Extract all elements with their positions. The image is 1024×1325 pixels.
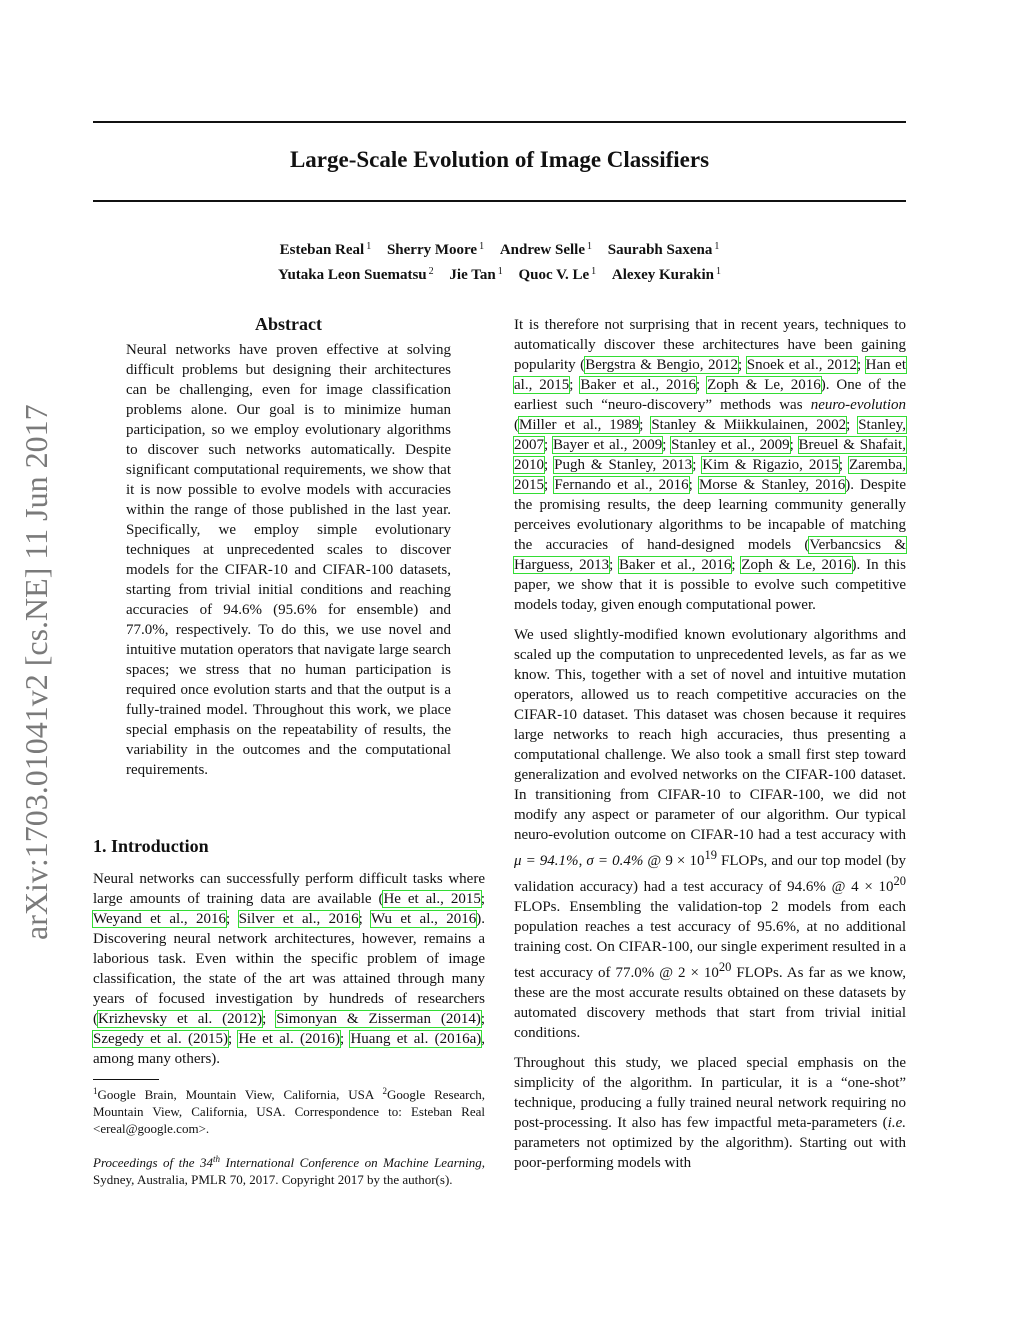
author-list (93, 236, 906, 286)
intro-paragraph: Neural networks can successfully perform difficult tasks where large amounts of training data are available (He et al., 2015; Weyand et al., 2016; Silver et al., 2016; Wu et al., 2016). Discovering neural network architectures, however, remains a laborious task. Even within the specific problem of image classification, the state of the art was attained through many years of focused investigation by hundreds of researchers (Krizhevsky et al. (2012); Simonyan & Zisserman (2014); Szegedy et al. (2015); He et al. (2016); Huang et al. (2016a), among many others). (93, 871, 486, 1067)
citation-link[interactable]: Huang et al. (2016a) (350, 1031, 482, 1047)
citation-link[interactable]: Stanley, 2007 (514, 417, 906, 453)
citation-link[interactable]: Stanley et al., 2009 (671, 437, 790, 453)
title-top-rule (93, 121, 906, 123)
citation-link[interactable]: Bayer et al., 2009 (552, 437, 663, 453)
citation-link[interactable]: Wu et al., 2016 (370, 911, 477, 927)
citation-link[interactable]: He et al., 2015 (383, 891, 481, 907)
author-line-2 (93, 261, 906, 286)
citation-link[interactable]: Stanley & Miikkulainen, 2002 (651, 417, 847, 433)
arxiv-identifier-stamp: arXiv:1703.01041v2 [cs.NE] 11 Jun 2017 (18, 404, 54, 940)
citation-link[interactable]: Han et al., 2015 (514, 357, 907, 393)
citation-link[interactable]: Breuel & Shafait, 2010 (514, 437, 906, 473)
citation-link[interactable]: Krizhevsky et al. (2012) (98, 1011, 263, 1027)
citation-link[interactable]: Baker et al., 2016 (619, 557, 732, 573)
body-paragraph: It is therefore not surprising that in recent years, techniques to automatically discover these architectures have been gaining popularity (Bergstra & Bengio, 2012; Snoek et al., 2012; Han et al., 2015; Baker et al., 2016; Zoph & Le, 2016). One of the earliest such “neuro-discovery” methods was neuro-evolution (Miller et al., 1989; Stanley & Miikkulainen, 2002; Stanley, 2007; Bayer et al., 2009; Stanley et al., 2009; Breuel & Shafait, 2010; Pugh & Stanley, 2013; Kim & Rigazio, 2015; Zaremba, 2015; Fernando et al., 2016; Morse & Stanley, 2016). Despite the promising results, the deep learning community generally perceives evolutionary algorithms to be incapable of matching the accuracies of hand-designed models (Verbancsics & Harguess, 2013; Baker et al., 2016; Zoph & Le, 2016). In this paper, we show that it is possible to evolve such competitive models today, given enough computational power. (514, 317, 907, 613)
citation-link[interactable]: Szegedy et al. (2015) (93, 1031, 228, 1047)
emphasis: i.e. (887, 1115, 906, 1131)
citation-link[interactable]: Snoek et al., 2012 (746, 357, 857, 373)
author: Alexey Kurakin $^1$ (611, 266, 721, 283)
citation-link[interactable]: Weyand et al., 2016 (93, 911, 227, 927)
paper-title: Large-Scale Evolution of Image Classifiers (289, 147, 710, 172)
citation-link[interactable]: Zoph & Le, 2016 (741, 557, 852, 573)
citation-link[interactable]: Simonyan & Zisserman (2014) (276, 1011, 481, 1027)
citation-link[interactable]: Fernando et al., 2016 (554, 477, 689, 493)
citation-link[interactable]: Bergstra & Bengio, 2012 (585, 357, 739, 373)
author: Andrew Selle $^1$ (499, 241, 592, 258)
intro-left-column (93, 869, 485, 1069)
citation-link[interactable]: Zoph & Le, 2016 (707, 377, 821, 393)
affiliation-footnote: $^1$Google Brain, Mountain View, California, USA $^2$Google Research, Mountain View, California, USA. Correspondence to: Esteban Real <ereal@google.com>. (93, 1086, 485, 1136)
title-bottom-rule (93, 200, 906, 202)
abstract-heading: Abstract (255, 314, 322, 334)
emphasis: neuro-evolution (810, 397, 906, 413)
citation-link[interactable]: Miller et al., 1989 (519, 417, 640, 433)
citation-link[interactable]: He et al. (2016) (238, 1031, 341, 1047)
footnote-rule (93, 1079, 159, 1080)
math-mu: μ = 94.1% (514, 853, 579, 869)
author: Jie Tan $^1$ (449, 266, 503, 283)
section-heading-introduction: 1. Introduction (93, 836, 209, 856)
author-line-1 (93, 236, 906, 261)
body-paragraph: Throughout this study, we placed special emphasis on the simplicity of the algorithm. In particular, it is a “one-shot” technique, producing a fully trained neural network requiring no post-processing. It also has few impactful meta-parameters (i.e. parameters not optimized by the algorithm). Starting out with poor-performing models with (514, 1055, 906, 1171)
abstract-body: Neural networks have proven effective at solving difficult problems but designing their architectures can be challenging, even for image classification problems alone. Our goal is to minimize human participation, so we employ evolutionary algorithms to discover such networks automatically. Despite significant computational requirements, we show that it is now possible to evolve models with accuracies within the range of those published in the last year. Specifically, we employ simple evolutionary techniques at unprecedented scales to discover models for the CIFAR-10 and CIFAR-100 datasets, starting from trivial initial conditions and reaching accuracies of 94.6% (95.6% for ensemble) and 77.0%, respectively. To do this, we use novel and intuitive mutation operators that navigate large search spaces; we stress that no human participation is required once evolution starts and that the output is a fully-trained model. Throughout this work, we place special emphasis on the repeatability of results, the variability in the outcomes and the computational requirements. (126, 342, 451, 778)
body-paragraph: We used slightly-modified known evolutionary algorithms and scaled up the computation to unprecedented levels, as far as we know. This, together with a set of novel and intuitive mutation operators, allowed us to reach competitive accuracies on the CIFAR-10 dataset. This dataset was chosen because it requires large networks to reach high accuracies, thus presenting a computational challenge. We also took a small first step toward generalization and evolved networks on the CIFAR-100 dataset. In transitioning from CIFAR-10 to CIFAR-100, we did not modify any aspect or parameter of our algorithm. Our typical neuro-evolution outcome on CIFAR-10 had a test accuracy with μ = 94.1%, σ = 0.4% @ $9 \times 10^{19}$ FLOPs, and our top model (by validation accuracy) had a test accuracy of 94.6% @ $4 \times 10^{20}$ FLOPs. Ensembling the validation-top 2 models from each population reaches a test accuracy of 95.6%, at no additional training cost. On CIFAR-100, our single experiment resulted in a test accuracy of 77.0% @ $2 \times 10^{20}$ FLOPs. As far as we know, these are the most accurate results obtained on these datasets by automated discovery methods that start from trivial initial conditions. (514, 627, 907, 1041)
author: Saurabh Saxena $^1$ (607, 241, 720, 258)
citation-link[interactable]: Morse & Stanley, 2016 (699, 477, 846, 493)
citation-link[interactable]: Silver et al., 2016 (238, 911, 359, 927)
citation-link[interactable]: Baker et al., 2016 (580, 377, 697, 393)
proceedings-note: Proceedings of the 34th International Conference on Machine Learning, Sydney, Australia, PMLR 70, 2017. Copyright 2017 by the author(s). (93, 1154, 485, 1187)
citation-link[interactable]: Verbancsics & Harguess, 2013 (514, 537, 906, 573)
author: Sherry Moore $^1$ (386, 241, 485, 258)
author: Quoc V. Le $^1$ (518, 266, 597, 283)
right-column (514, 315, 906, 1183)
citation-link[interactable]: Zaremba, 2015 (514, 457, 907, 493)
citation-link[interactable]: Kim & Rigazio, 2015 (702, 457, 839, 473)
author: Yutaka Leon Suematsu $^2$ (278, 266, 434, 283)
math-sigma: σ = 0.4% (586, 853, 644, 869)
citation-link[interactable]: Pugh & Stanley, 2013 (554, 457, 693, 473)
author: Esteban Real $^1$ (279, 241, 372, 258)
